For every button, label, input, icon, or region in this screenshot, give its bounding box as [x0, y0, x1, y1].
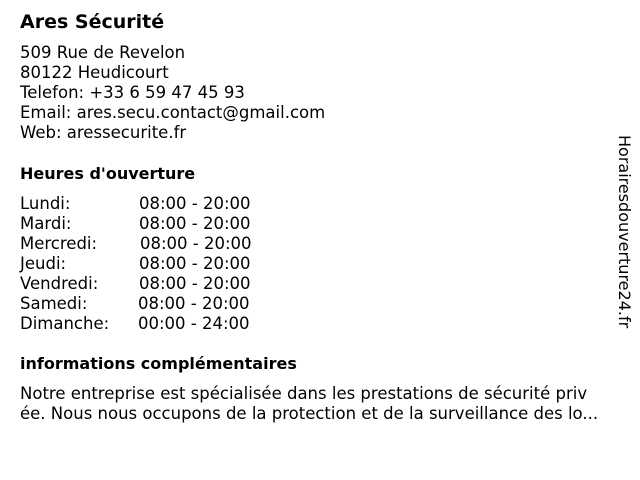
- hours-row-sunday: [20, 314, 280, 334]
- site-watermark: Horairesdouverture24.fr: [615, 135, 634, 329]
- time-range: 00:00 - 24:00: [138, 314, 250, 333]
- day-label: Mardi:: [20, 214, 72, 233]
- info-line-1: Notre entreprise est spécialisée dans les prestations de sécurité priv: [20, 384, 588, 403]
- opening-hours-table: [20, 194, 280, 334]
- hours-row-tuesday: [20, 214, 280, 234]
- day-label: Samedi:: [20, 294, 88, 313]
- time-range: 08:00 - 20:00: [138, 294, 250, 313]
- day-label: Vendredi:: [20, 274, 99, 293]
- time-range: 08:00 - 20:00: [139, 254, 251, 273]
- day-label: Dimanche:: [20, 314, 110, 333]
- time-range: 08:00 - 20:00: [139, 214, 251, 233]
- time-range: 08:00 - 20:00: [139, 274, 251, 293]
- day-label: Jeudi:: [20, 254, 67, 273]
- day-label: Mercredi:: [20, 234, 98, 253]
- time-range: 08:00 - 20:00: [139, 194, 251, 213]
- additional-info-heading: informations complémentaires: [20, 354, 297, 373]
- opening-hours-heading: Heures d'ouverture: [20, 164, 196, 183]
- business-name: Ares Sécurité: [20, 11, 165, 33]
- hours-row-friday: [20, 274, 280, 294]
- address-street: 509 Rue de Revelon: [20, 43, 186, 62]
- hours-row-wednesday: [20, 234, 280, 254]
- hours-row-saturday: [20, 294, 280, 314]
- hours-row-monday: [20, 194, 280, 214]
- phone-text: Telefon: +33 6 59 47 45 93: [20, 83, 245, 102]
- email-text: Email: ares.secu.contact@gmail.com: [20, 103, 326, 122]
- time-range: 08:00 - 20:00: [140, 234, 252, 253]
- hours-row-thursday: [20, 254, 280, 274]
- info-line-2: ée. Nous nous occupons de la protection et de la surveillance des lo...: [20, 404, 599, 423]
- web-text: Web: aressecurite.fr: [20, 123, 187, 142]
- contact-block: [20, 43, 325, 143]
- additional-info-text: [20, 384, 632, 424]
- address-city: 80122 Heudicourt: [20, 63, 169, 82]
- day-label: Lundi:: [20, 194, 71, 213]
